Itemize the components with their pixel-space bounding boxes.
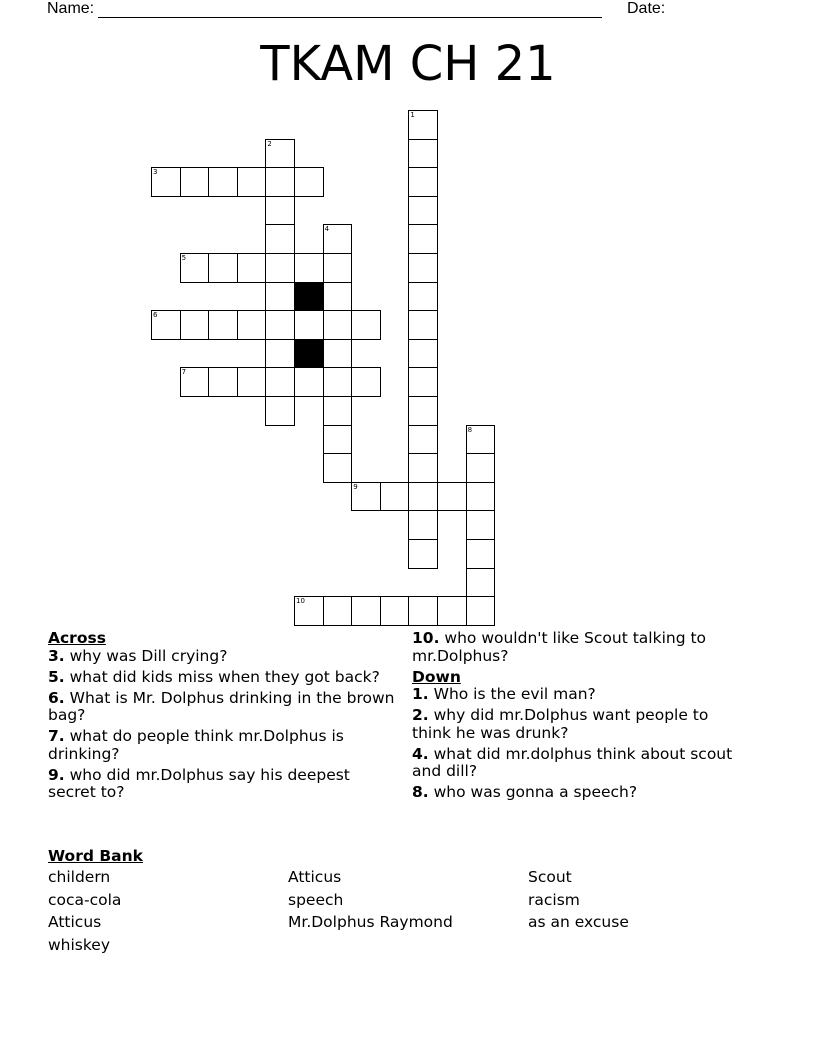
grid-cell[interactable]: [466, 425, 496, 455]
word-bank-list: [48, 866, 768, 956]
grid-cell[interactable]: [294, 253, 324, 283]
grid-cell[interactable]: [466, 539, 496, 569]
grid-cell[interactable]: [208, 367, 238, 397]
grid-cell[interactable]: [237, 167, 267, 197]
grid-cell[interactable]: [408, 253, 438, 283]
grid-cell[interactable]: [237, 367, 267, 397]
grid-cell[interactable]: [265, 367, 295, 397]
grid-cell[interactable]: [265, 224, 295, 254]
grid-block: [294, 282, 324, 312]
grid-cell[interactable]: [408, 310, 438, 340]
grid-cell[interactable]: [408, 339, 438, 369]
across-heading: Across: [48, 629, 106, 647]
grid-cell[interactable]: [265, 339, 295, 369]
name-label: Name:: [47, 0, 95, 17]
clue-number: 8: [467, 425, 473, 434]
grid-cell[interactable]: [466, 568, 496, 598]
grid-cell[interactable]: [265, 253, 295, 283]
across-clue: 9. who did mr.Dolphus say his deepest secret to?: [48, 765, 350, 801]
grid-cell[interactable]: [151, 310, 181, 340]
grid-cell[interactable]: [351, 482, 381, 512]
grid-cell[interactable]: [380, 482, 410, 512]
grid-cell[interactable]: [408, 396, 438, 426]
grid-cell[interactable]: [466, 596, 496, 626]
grid-cell[interactable]: [323, 253, 353, 283]
grid-cell[interactable]: [466, 453, 496, 483]
grid-cell[interactable]: [408, 110, 438, 140]
word-bank-item: Scout: [528, 868, 572, 886]
grid-cell[interactable]: [323, 396, 353, 426]
grid-cell[interactable]: [323, 453, 353, 483]
down-clue: 2. why did mr.Dolphus want people to think he was drunk?: [412, 706, 709, 742]
grid-cell[interactable]: [408, 224, 438, 254]
grid-cell[interactable]: [294, 367, 324, 397]
grid-cell[interactable]: [408, 367, 438, 397]
word-bank-item: as an excuse: [528, 913, 629, 931]
grid-cell[interactable]: [180, 367, 210, 397]
clue-number: 4: [324, 225, 330, 234]
grid-cell[interactable]: [351, 310, 381, 340]
grid-cell[interactable]: [237, 310, 267, 340]
grid-cell[interactable]: [437, 596, 467, 626]
grid-cell[interactable]: [323, 224, 353, 254]
grid-cell[interactable]: [323, 425, 353, 455]
grid-cell[interactable]: [151, 167, 181, 197]
grid-cell[interactable]: [380, 596, 410, 626]
grid-cell[interactable]: [323, 596, 353, 626]
grid-cell[interactable]: [265, 282, 295, 312]
grid-cell[interactable]: [208, 310, 238, 340]
grid-cell[interactable]: [408, 596, 438, 626]
clue-number: 2: [267, 139, 272, 148]
grid-cell[interactable]: [351, 367, 381, 397]
grid-cell[interactable]: [408, 510, 438, 540]
grid-cell[interactable]: [265, 396, 295, 426]
grid-cell[interactable]: [237, 253, 267, 283]
grid-cell[interactable]: [180, 167, 210, 197]
clues-right-column: [412, 630, 752, 805]
grid-cell[interactable]: [466, 510, 496, 540]
clue-number: 9: [353, 482, 358, 491]
grid-cell[interactable]: [265, 310, 295, 340]
clue-number: 1: [410, 111, 415, 119]
across-clue: 6. What is Mr. Dolphus drinking in the brown bag?: [48, 688, 395, 724]
across-clue: 10. who wouldn't like Scout talking to mr.Dolphus?: [412, 629, 707, 665]
word-bank: [48, 846, 768, 956]
grid-cell[interactable]: [408, 425, 438, 455]
grid-cell[interactable]: [408, 482, 438, 512]
grid-cell[interactable]: [208, 253, 238, 283]
down-clue: 1. Who is the evil man?: [412, 685, 596, 703]
grid-cell[interactable]: [408, 453, 438, 483]
down-clue: 4. what did mr.dolphus think about scout and dill?: [412, 744, 733, 780]
clue-number: 3: [153, 168, 158, 177]
grid-cell[interactable]: [408, 196, 438, 226]
word-bank-item: whiskey: [48, 935, 111, 954]
grid-cell[interactable]: [323, 282, 353, 312]
word-bank-item: racism: [528, 890, 580, 909]
word-bank-item: Atticus: [288, 868, 342, 886]
grid-cell[interactable]: [180, 253, 210, 283]
grid-cell[interactable]: [408, 139, 438, 169]
grid-block: [294, 339, 324, 369]
grid-cell[interactable]: [265, 139, 295, 169]
word-bank-item: childern: [48, 868, 111, 886]
grid-cell[interactable]: [408, 167, 438, 197]
grid-cell[interactable]: [323, 339, 353, 369]
word-bank-item: Mr.Dolphus Raymond: [288, 913, 453, 931]
word-bank-item: speech: [288, 890, 344, 909]
grid-cell[interactable]: [294, 167, 324, 197]
grid-cell[interactable]: [408, 282, 438, 312]
across-clue: 5. what did kids miss when they got back?: [48, 667, 380, 686]
word-bank-item: coca-cola: [48, 890, 122, 909]
word-bank-heading: Word Bank: [48, 847, 143, 865]
across-clue: 3. why was Dill crying?: [48, 646, 228, 665]
word-bank-item: Atticus: [48, 913, 102, 931]
grid-cell[interactable]: [351, 596, 381, 626]
grid-cell[interactable]: [294, 310, 324, 340]
clue-number: 5: [181, 254, 187, 262]
grid-cell[interactable]: [294, 596, 324, 626]
page-title: TKAM CH 21: [260, 36, 556, 92]
grid-cell[interactable]: [323, 367, 353, 397]
grid-cell[interactable]: [208, 167, 238, 197]
grid-cell[interactable]: [466, 482, 496, 512]
grid-cell[interactable]: [437, 482, 467, 512]
grid-cell[interactable]: [323, 310, 353, 340]
date-label: Date:: [627, 0, 666, 17]
clue-number: 6: [153, 311, 158, 320]
down-clue: 8. who was gonna a speech?: [412, 783, 638, 801]
across-clue: 7. what do people think mr.Dolphus is drinking?: [48, 727, 344, 763]
grid-cell[interactable]: [265, 167, 295, 197]
clues-left-column: [48, 630, 398, 805]
grid-cell[interactable]: [265, 196, 295, 226]
grid-cell[interactable]: [408, 539, 438, 569]
clue-number: 10: [296, 597, 305, 606]
clue-number: 7: [181, 368, 187, 377]
grid-cell[interactable]: [180, 310, 210, 340]
down-heading: Down: [412, 667, 461, 686]
